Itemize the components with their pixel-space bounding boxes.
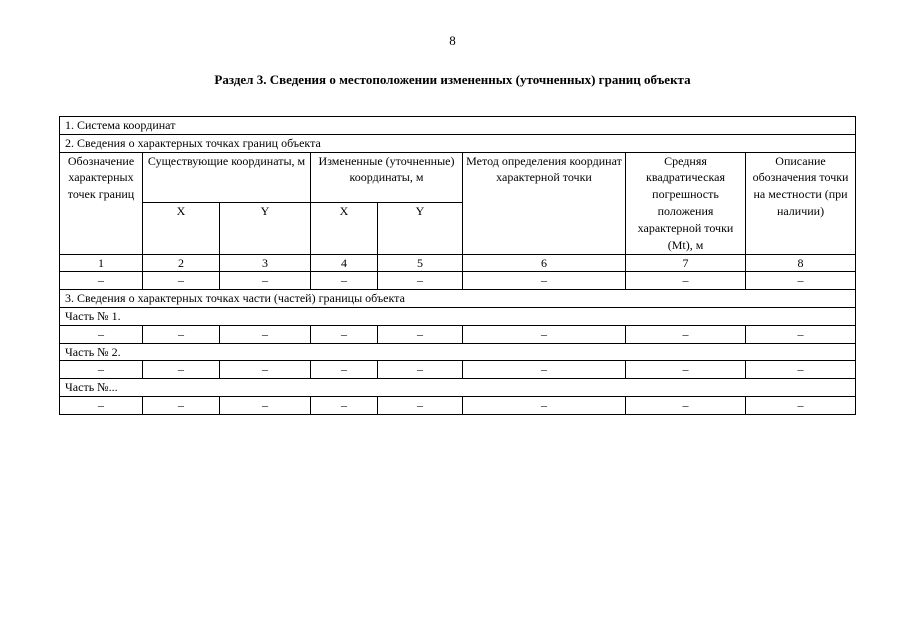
dash-cell: – — [626, 396, 746, 414]
dash-cell: – — [143, 396, 220, 414]
table-row — [60, 343, 856, 361]
dash-cell: – — [626, 325, 746, 343]
section-title: Раздел 3. Сведения о местоположении измененных (уточненных) границ объекта — [214, 72, 691, 87]
column-number: 3 — [220, 254, 311, 272]
table-row — [60, 361, 856, 379]
dash-cell: – — [626, 272, 746, 290]
dash-cell: – — [60, 361, 143, 379]
page-number: 8 — [449, 33, 456, 48]
dash-cell: – — [378, 361, 463, 379]
column-number: 5 — [378, 254, 463, 272]
dash-cell: – — [143, 272, 220, 290]
part-label: Часть № 1. — [60, 307, 856, 325]
table-row — [60, 307, 856, 325]
table-header-row — [60, 152, 856, 202]
part-label: Часть №... — [60, 379, 856, 397]
column-number: 1 — [60, 254, 143, 272]
header-existing-y: Y — [220, 202, 311, 254]
boundary-table — [59, 116, 856, 415]
dash-cell: – — [463, 272, 626, 290]
table-row — [60, 396, 856, 414]
table-row — [60, 325, 856, 343]
dash-cell: – — [60, 396, 143, 414]
dash-cell: – — [143, 325, 220, 343]
dash-cell: – — [746, 272, 856, 290]
dash-cell: – — [378, 396, 463, 414]
dash-cell: – — [626, 361, 746, 379]
dash-cell: – — [311, 396, 378, 414]
dash-cell: – — [220, 361, 311, 379]
table-row — [60, 379, 856, 397]
header-changed-y: Y — [378, 202, 463, 254]
coord-system-cell: 1. Система координат — [60, 117, 856, 135]
dash-cell: – — [311, 361, 378, 379]
points-info-cell: 2. Сведения о характерных точках границ объекта — [60, 134, 856, 152]
header-existing-coords: Существующие координаты, м — [143, 152, 311, 202]
header-method: Метод определения координат характерной точки — [463, 152, 626, 254]
dash-cell: – — [746, 361, 856, 379]
dash-cell: – — [220, 272, 311, 290]
dash-cell: – — [378, 272, 463, 290]
table-row — [60, 272, 856, 290]
header-description: Описание обозначения точки на местности (при наличии) — [746, 152, 856, 254]
dash-cell: – — [60, 272, 143, 290]
header-changed-x: X — [311, 202, 378, 254]
header-existing-x: X — [143, 202, 220, 254]
column-number: 2 — [143, 254, 220, 272]
header-rms-error: Средняя квадратическая погрешность положения характерной точки (Mt), м — [626, 152, 746, 254]
dash-cell: – — [378, 325, 463, 343]
dash-cell: – — [463, 361, 626, 379]
part-label: Часть № 2. — [60, 343, 856, 361]
column-number: 6 — [463, 254, 626, 272]
dash-cell: – — [746, 396, 856, 414]
part-points-info-cell: 3. Сведения о характерных точках части (частей) границы объекта — [60, 290, 856, 308]
header-designation: Обозначение характерных точек границ — [60, 152, 143, 254]
dash-cell: – — [746, 325, 856, 343]
table-row — [60, 134, 856, 152]
dash-cell: – — [311, 325, 378, 343]
dash-cell: – — [463, 325, 626, 343]
dash-cell: – — [220, 325, 311, 343]
header-changed-coords: Измененные (уточненные) координаты, м — [311, 152, 463, 202]
column-number-row — [60, 254, 856, 272]
table-row — [60, 290, 856, 308]
dash-cell: – — [463, 396, 626, 414]
column-number: 7 — [626, 254, 746, 272]
dash-cell: – — [60, 325, 143, 343]
column-number: 8 — [746, 254, 856, 272]
dash-cell: – — [143, 361, 220, 379]
dash-cell: – — [220, 396, 311, 414]
table-row — [60, 117, 856, 135]
dash-cell: – — [311, 272, 378, 290]
column-number: 4 — [311, 254, 378, 272]
